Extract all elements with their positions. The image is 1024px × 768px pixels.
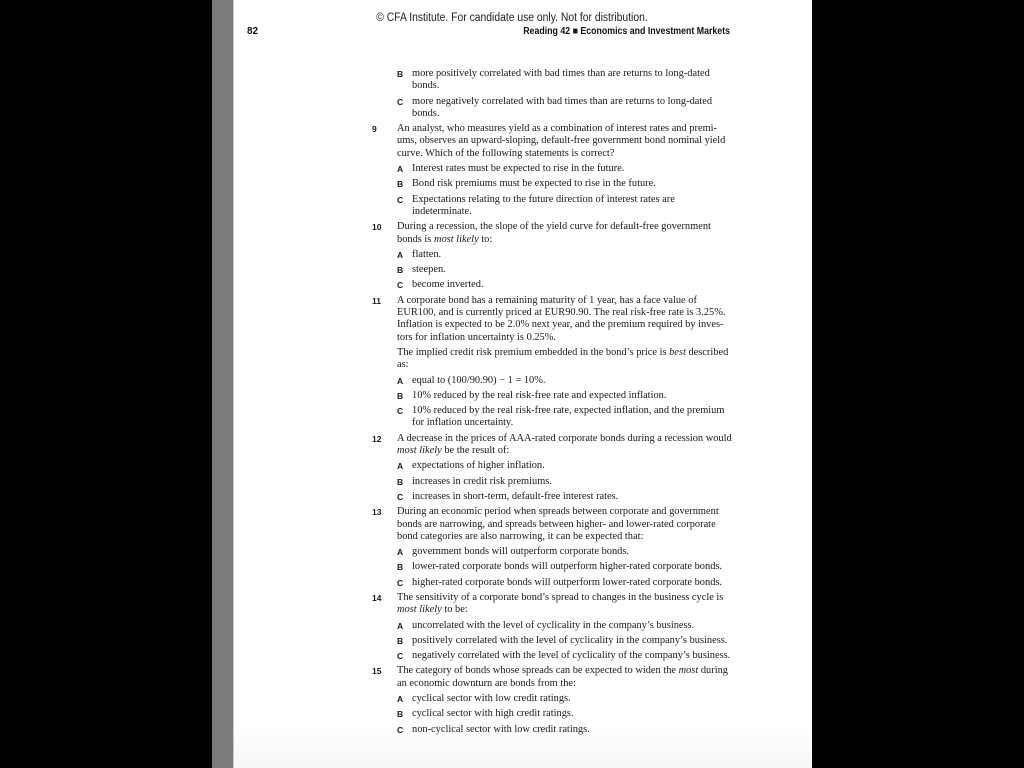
stem-text: The implied credit risk premium embedded in the bond’s price is xyxy=(397,346,670,358)
option-letter: C xyxy=(397,280,404,291)
option-text: Interest rates must be expected to rise in the future. xyxy=(412,163,625,175)
answer-option xyxy=(397,635,732,647)
question-number: 12 xyxy=(372,433,382,444)
option-letter: A xyxy=(397,547,404,558)
option-letter: C xyxy=(397,491,404,502)
option-text: equal to (100/90.90) − 1 = 10%. xyxy=(412,374,546,386)
option-letter: A xyxy=(397,461,404,472)
question-stem: During an economic period when spreads between corporate and government bonds are narrowing, and spreads between higher- and lower-rated corporate bond categories are also narrowing, it can be expected that: xyxy=(397,506,719,542)
option-letter: B xyxy=(397,265,404,276)
stem-text: The sensitivity of a corporate bond’s spread to changes in the business cycle is xyxy=(397,591,724,603)
option-text: 10% reduced by the real risk-free rate and expected inflation. xyxy=(412,389,667,401)
stem-text: The category of bonds whose spreads can be expected to widen the xyxy=(397,665,679,677)
answer-option xyxy=(397,194,732,219)
answer-option xyxy=(397,561,732,573)
answer-option xyxy=(397,491,732,503)
option-letter: B xyxy=(397,476,404,487)
question-number: 10 xyxy=(372,222,382,233)
option-text: steepen. xyxy=(412,264,446,276)
option-text: become inverted. xyxy=(412,279,484,291)
answer-option xyxy=(397,264,732,276)
answer-option xyxy=(397,693,732,705)
copyright-notice: © CFA Institute. For candidate use only. Not for distribution. xyxy=(376,12,648,24)
option-text: cyclical sector with low credit ratings. xyxy=(412,693,571,705)
answer-option xyxy=(397,724,732,736)
option-letter: B xyxy=(397,69,404,79)
answer-option xyxy=(397,650,732,662)
questions-content xyxy=(372,68,732,739)
stem-text: during an economic downturn are bonds from the: xyxy=(397,665,728,689)
question-stem: An analyst, who measures yield as a combination of interest rates and premiums, observes an upward-sloping, default-free government bond nominal yield curve. Which of the following statements is correct? xyxy=(397,123,726,159)
question-number: 13 xyxy=(372,507,382,518)
question-12 xyxy=(372,433,732,503)
stem-text: be the result of: xyxy=(441,445,510,457)
answer-option xyxy=(397,68,732,93)
answer-option xyxy=(397,476,732,488)
option-letter: B xyxy=(397,179,404,190)
option-text: cyclical sector with high credit ratings. xyxy=(412,708,574,720)
stem-text: described as: xyxy=(397,346,729,371)
answer-option xyxy=(397,620,732,632)
answer-option xyxy=(397,96,732,121)
question-stem-2 xyxy=(397,347,732,372)
answer-option xyxy=(397,279,732,291)
stem-text: to be: xyxy=(441,604,468,616)
question-9 xyxy=(372,123,732,218)
question-stem: A corporate bond has a remaining maturity of 1 year, has a face value of EUR100, and is currently priced at EUR90.90. The real risk-free rate is 3.25%. Inflation is expected to be 2.0% next year, and the premium required by investors for inflation uncertainty is 0.25%. xyxy=(397,294,726,343)
option-text: non-cyclical sector with low credit ratings. xyxy=(412,723,590,735)
option-letter: C xyxy=(397,724,404,735)
stem-emphasis: most likely xyxy=(433,233,479,245)
answer-option xyxy=(397,375,732,387)
stem-text: During a recession, the slope of the yield curve for default-free government bonds is xyxy=(397,221,711,245)
question-15 xyxy=(372,665,732,735)
stem-emphasis: most likely xyxy=(397,604,442,616)
stem-emphasis: most xyxy=(678,665,699,677)
option-text: 10% reduced by the real risk-free rate, expected inflation, and the premium for inflation uncertainty. xyxy=(412,405,725,429)
option-letter: B xyxy=(397,635,404,646)
question-11 xyxy=(372,295,732,430)
question-number: 14 xyxy=(372,592,382,603)
question-14 xyxy=(372,592,732,662)
option-letter: A xyxy=(397,164,404,175)
answer-option xyxy=(397,460,732,472)
option-letter: C xyxy=(397,194,404,205)
document-page xyxy=(212,0,812,768)
answer-option xyxy=(397,163,732,175)
option-text: higher-rated corporate bonds will outperform lower-rated corporate bonds. xyxy=(412,576,723,588)
question-8-continued xyxy=(372,68,732,120)
option-text: Bond risk premiums must be expected to rise in the future. xyxy=(412,178,656,190)
question-stem xyxy=(397,592,732,617)
question-stem xyxy=(397,221,732,246)
question-13 xyxy=(372,506,732,589)
answer-option xyxy=(397,405,732,430)
option-text: more negatively correlated with bad times than are returns to long-dated bonds. xyxy=(412,95,713,119)
option-letter: A xyxy=(397,694,404,705)
option-letter: C xyxy=(397,406,404,417)
question-number: 9 xyxy=(372,124,377,135)
answer-option xyxy=(397,390,732,402)
stem-text: A decrease in the prices of AAA-rated corporate bonds during a recession would xyxy=(397,432,732,444)
option-text: positively correlated with the level of cyclicality in the company’s business. xyxy=(412,634,728,646)
option-text: lower-rated corporate bonds will outperform higher-rated corporate bonds. xyxy=(412,561,723,573)
option-letter: A xyxy=(397,249,404,260)
stem-text: to: xyxy=(478,233,493,245)
answer-option xyxy=(397,178,732,190)
option-text: expectations of higher inflation. xyxy=(412,460,545,472)
option-letter: C xyxy=(397,96,404,107)
option-letter: C xyxy=(397,651,404,662)
option-text: flatten. xyxy=(412,248,442,260)
answer-option xyxy=(397,577,732,589)
option-text: government bonds will outperform corporate bonds. xyxy=(412,546,630,558)
question-10 xyxy=(372,221,732,291)
option-letter: B xyxy=(397,709,404,720)
option-text: more positively correlated with bad times than are returns to long-dated bonds. xyxy=(412,68,710,92)
option-text: Expectations relating to the future direction of interest rates are indeterminate. xyxy=(412,193,675,217)
option-text: increases in short-term, default-free interest rates. xyxy=(412,490,619,502)
question-stem xyxy=(397,665,732,690)
stem-emphasis: best xyxy=(669,346,686,358)
question-number: 15 xyxy=(372,666,382,677)
question-number: 11 xyxy=(372,295,381,306)
answer-option xyxy=(397,249,732,261)
page-gutter xyxy=(212,0,234,768)
option-text: negatively correlated with the level of cyclicality of the company’s business. xyxy=(412,650,731,662)
option-letter: C xyxy=(397,577,404,588)
question-stem xyxy=(397,433,732,458)
option-letter: A xyxy=(397,620,404,631)
answer-option xyxy=(397,708,732,720)
page-number: 82 xyxy=(247,26,259,37)
option-letter: B xyxy=(397,562,404,573)
option-letter: B xyxy=(397,390,404,401)
stem-emphasis: most likely xyxy=(397,445,442,457)
option-text: uncorrelated with the level of cyclicality in the company’s business. xyxy=(412,619,695,631)
running-header: Reading 42 ■ Economics and Investment Markets xyxy=(523,26,730,37)
answer-option xyxy=(397,546,732,558)
option-text: increases in credit risk premiums. xyxy=(412,475,552,487)
option-letter: A xyxy=(397,375,404,386)
